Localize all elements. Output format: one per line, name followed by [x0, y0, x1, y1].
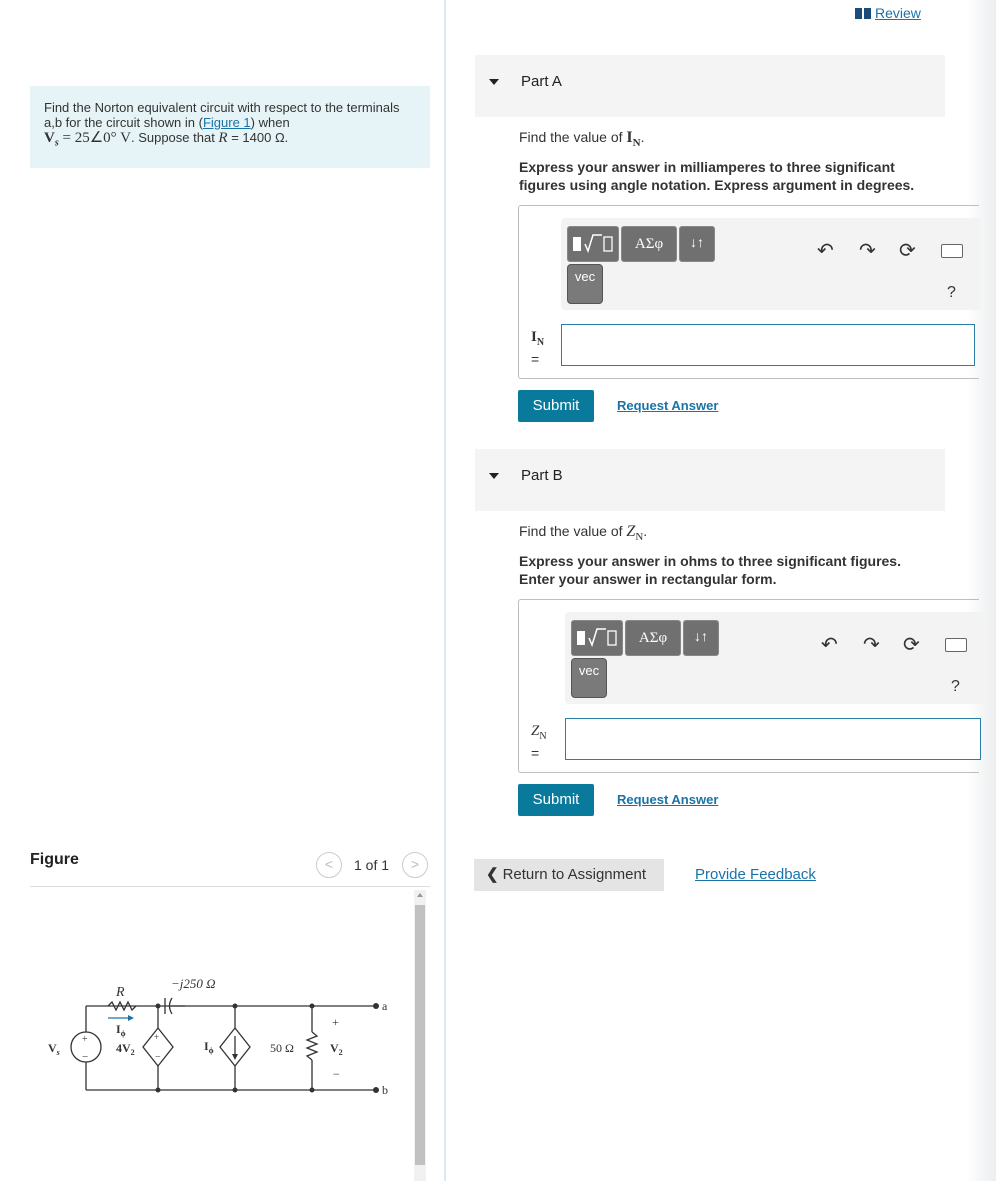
- part-a-answer-box: [518, 205, 979, 379]
- figure-divider: [30, 886, 430, 887]
- redo-icon[interactable]: ↷: [863, 634, 880, 656]
- current-iphi-label: $I_\phi$: [116, 1022, 126, 1038]
- figure-scrollbar-thumb[interactable]: [415, 905, 425, 1165]
- undo-icon[interactable]: ↶: [821, 634, 838, 656]
- redo-icon[interactable]: ↷: [859, 240, 876, 262]
- chevron-right-icon: >: [410, 856, 420, 872]
- return-to-assignment-button[interactable]: ❮ Return to Assignment: [474, 859, 664, 891]
- keyboard-icon[interactable]: [945, 638, 967, 652]
- circuit-diagram: [30, 960, 400, 1120]
- collapse-triangle-icon: [489, 473, 499, 479]
- arrows-button[interactable]: ↓↑: [679, 226, 715, 262]
- templates-button[interactable]: [567, 226, 619, 262]
- math-toolbar: [561, 218, 981, 310]
- vs-label: $V_s$: [48, 1041, 60, 1057]
- vs-plus: +: [82, 1034, 88, 1045]
- part-a-header[interactable]: Part A: [475, 55, 945, 117]
- figure-count: 1 of 1: [354, 857, 390, 873]
- v2-minus: −: [333, 1067, 340, 1081]
- terminal-b-label: b: [382, 1083, 388, 1097]
- part-b-question: Find the value of $Z_N$.: [519, 523, 648, 543]
- keyboard-icon[interactable]: [941, 244, 963, 258]
- problem-statement: [30, 86, 430, 168]
- capacitor-label: −j250 Ω: [171, 976, 216, 991]
- math-toolbar: [565, 612, 985, 704]
- arrows-button[interactable]: ↓↑: [683, 620, 719, 656]
- help-button[interactable]: ?: [947, 284, 956, 301]
- book-icon: [855, 6, 871, 17]
- part-b-header[interactable]: Part B: [475, 449, 945, 511]
- chevron-left-icon: <: [324, 856, 334, 872]
- figure-1-link[interactable]: Figure 1: [202, 115, 251, 130]
- scroll-up-arrow-icon[interactable]: [417, 893, 423, 897]
- v2-label: $V_2$: [330, 1041, 343, 1057]
- greek-symbols-button[interactable]: ΑΣφ: [621, 226, 677, 262]
- part-a-var-label: $I_N$ =: [531, 329, 545, 367]
- templates-icon: [568, 227, 618, 261]
- dep-v-plus: +: [154, 1032, 160, 1042]
- part-a-instructions: Express your answer in milliamperes to three significant figures using angle notation. Express argument in degrees.: [519, 159, 915, 193]
- part-b-answer-box: [518, 599, 979, 773]
- collapse-triangle-icon: [489, 79, 499, 85]
- part-a-submit-button[interactable]: Submit: [518, 390, 594, 422]
- next-figure-button[interactable]: [402, 852, 428, 878]
- templates-button[interactable]: [571, 620, 623, 656]
- vs-minus: −: [82, 1051, 89, 1063]
- part-b-answer-input[interactable]: [565, 718, 981, 760]
- chevron-left-icon: ❮: [486, 866, 499, 883]
- greek-symbols-button[interactable]: ΑΣφ: [625, 620, 681, 656]
- reset-icon[interactable]: ⟳: [903, 634, 920, 656]
- vec-button[interactable]: vec: [567, 264, 603, 304]
- resistor-r-label: R: [116, 985, 125, 1000]
- part-b-var-label: $Z_N$ =: [531, 723, 547, 761]
- resistor-50-label: 50 Ω: [270, 1041, 294, 1055]
- figure-title: Figure: [30, 851, 79, 868]
- templates-icon: [572, 621, 622, 655]
- part-a-request-answer-link[interactable]: Request Answer: [617, 398, 719, 413]
- problem-text: Find the Norton equivalent circuit with respect to the terminals a,b for the circuit shown in (Figure 1) when $V_s$ = 25∠0° V. Suppose that R = 1400 Ω.: [44, 100, 400, 149]
- part-b-instructions: Express your answer in ohms to three significant figures. Enter your answer in rectangular form.: [519, 553, 901, 587]
- part-b-submit-button[interactable]: Submit: [518, 784, 594, 816]
- dependent-current-label: $I_\phi$: [204, 1039, 214, 1055]
- v2-plus: +: [332, 1015, 339, 1029]
- prev-figure-button[interactable]: [316, 852, 342, 878]
- reset-icon[interactable]: ⟳: [899, 240, 916, 262]
- review-link[interactable]: Review: [855, 5, 921, 21]
- undo-icon[interactable]: ↶: [817, 240, 834, 262]
- vec-button[interactable]: vec: [571, 658, 607, 698]
- help-button[interactable]: ?: [951, 678, 960, 695]
- dependent-voltage-label: $4V_2$: [116, 1041, 135, 1057]
- provide-feedback-link[interactable]: Provide Feedback: [695, 866, 816, 883]
- terminal-a-label: a: [382, 999, 388, 1013]
- column-divider: [444, 0, 446, 1181]
- part-a-answer-input[interactable]: [561, 324, 975, 366]
- part-a-question: Find the value of $I_N$.: [519, 129, 645, 149]
- dep-v-minus: −: [155, 1052, 161, 1063]
- part-b-request-answer-link[interactable]: Request Answer: [617, 792, 719, 807]
- right-edge-shadow: [966, 0, 996, 1181]
